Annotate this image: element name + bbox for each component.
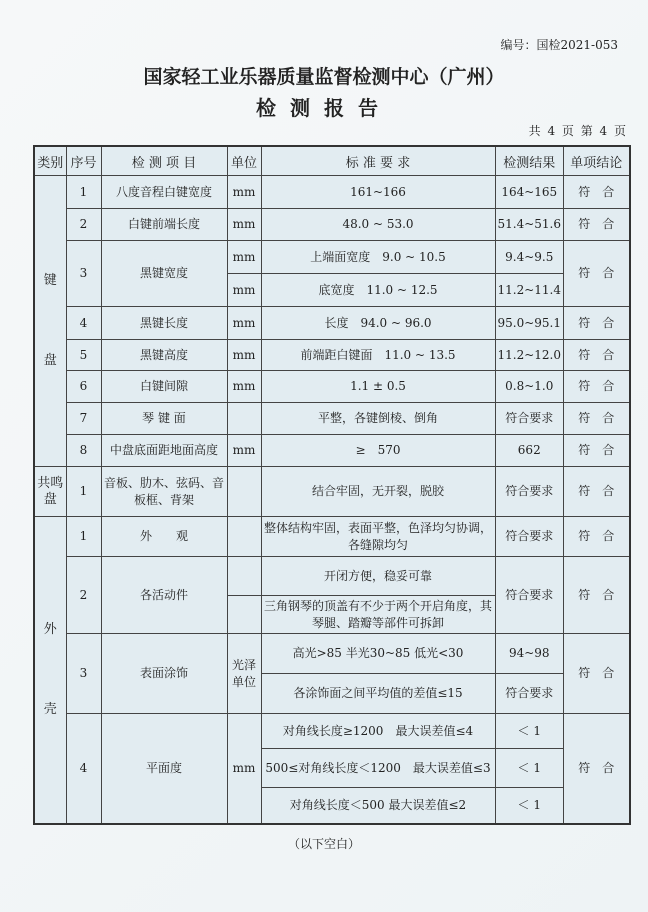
cell-result: ＜ 1 [495,749,564,788]
table-row [34,517,630,557]
cell-result: 11.2~12.0 [495,340,564,371]
cell-req: 500≤对角线长度＜1200 最大误差值≤3 [261,749,495,788]
col-item: 检 测 项 目 [101,146,227,176]
cell-no: 3 [66,241,101,307]
blank-below-note: （以下空白） [287,837,360,851]
cell-conclusion: 符 合 [564,557,630,634]
cell-item: 各活动件 [101,557,227,634]
cell-unit [227,467,261,517]
cell-no: 8 [66,435,101,467]
cell-item: 中盘底面距地面高度 [101,435,227,467]
report-code: 编号：国检2021-053 [500,38,618,52]
cell-item: 黑键长度 [101,307,227,340]
cell-no: 4 [66,307,101,340]
report-title: 国家轻工业乐器质量监督检测中心（广州） [143,66,505,88]
cell-result: 9.4~9.5 [495,241,564,274]
cell-req: 三角钢琴的顶盖有不少于两个开启角度，其琴腿、踏瓣等部件可拆卸 [261,596,495,634]
cell-unit: mm [227,274,261,307]
cell-result: 51.4~51.6 [495,209,564,241]
table-row [34,714,630,749]
cell-conclusion: 符 合 [564,241,630,307]
cell-result: 95.0~95.1 [495,307,564,340]
cell-req: 161~166 [261,176,495,209]
cell-no: 2 [66,209,101,241]
table-row [34,371,630,403]
cell-item: 表面涂饰 [101,634,227,714]
cell-unit: mm [227,209,261,241]
cell-conclusion: 符 合 [564,467,630,517]
cell-unit: 光泽单位 [227,634,261,714]
table-row [34,467,630,517]
table-row [34,403,630,435]
cell-conclusion: 符 合 [564,371,630,403]
cell-result: 0.8~1.0 [495,371,564,403]
test-results-table [33,145,631,825]
cell-result: 662 [495,435,564,467]
cell-no: 4 [66,714,101,824]
cell-unit [227,403,261,435]
col-unit: 单位 [227,146,261,176]
cell-item: 黑键高度 [101,340,227,371]
cell-conclusion: 符 合 [564,307,630,340]
cell-result: ＜ 1 [495,714,564,749]
cell-conclusion: 符 合 [564,517,630,557]
cell-req: 上端面宽度 9.0 ~ 10.5 [261,241,495,274]
cell-item: 白键间隙 [101,371,227,403]
cell-item: 平面度 [101,714,227,824]
cell-item: 音板、肋木、弦码、音板框、背架 [101,467,227,517]
cell-item: 白键前端长度 [101,209,227,241]
cell-conclusion: 符 合 [564,403,630,435]
cell-req: 各涂饰面之间平均值的差值≤15 [261,674,495,714]
cell-unit: mm [227,307,261,340]
report-subtitle: 检测报告 [256,96,392,120]
cell-unit: mm [227,714,261,824]
col-category: 类别 [34,146,66,176]
cell-unit: mm [227,435,261,467]
col-conclusion: 单项结论 [564,146,630,176]
table-row [34,634,630,674]
cell-no: 7 [66,403,101,435]
cell-result: 符合要求 [495,467,564,517]
cell-result: 164~165 [495,176,564,209]
cell-unit [227,557,261,596]
cell-item: 黑键宽度 [101,241,227,307]
page-count: 共 4 页 第 4 页 [528,124,626,138]
cell-req: 底宽度 11.0 ~ 12.5 [261,274,495,307]
cell-item: 琴 键 面 [101,403,227,435]
cell-no: 1 [66,517,101,557]
cell-req: ≥ 570 [261,435,495,467]
cell-req: 平整，各键倒棱、倒角 [261,403,495,435]
category-case: 外 壳 [34,517,66,824]
cell-unit [227,517,261,557]
cell-unit: mm [227,371,261,403]
cell-no: 5 [66,340,101,371]
cell-req: 对角线长度＜500 最大误差值≤2 [261,788,495,824]
cell-result: 符合要求 [495,517,564,557]
table-row [34,307,630,340]
table-row [34,241,630,274]
cell-conclusion: 符 合 [564,435,630,467]
table-header [34,146,630,176]
cell-no: 6 [66,371,101,403]
col-result: 检测结果 [495,146,564,176]
cell-no: 1 [66,467,101,517]
category-soundboard: 共鸣盘 [34,467,66,517]
cell-req: 结合牢固，无开裂，脱胶 [261,467,495,517]
cell-no: 1 [66,176,101,209]
cell-conclusion: 符 合 [564,340,630,371]
cell-result: 94~98 [495,634,564,674]
col-requirement: 标 准 要 求 [261,146,495,176]
cell-no: 3 [66,634,101,714]
cell-req: 长度 94.0 ~ 96.0 [261,307,495,340]
cell-conclusion: 符 合 [564,209,630,241]
cell-req: 高光>85 半光30~85 低光<30 [261,634,495,674]
cell-req: 1.1 ± 0.5 [261,371,495,403]
cell-result: 符合要求 [495,557,564,634]
cell-item: 八度音程白键宽度 [101,176,227,209]
cell-result: 符合要求 [495,674,564,714]
col-no: 序号 [66,146,101,176]
cell-result: 11.2~11.4 [495,274,564,307]
cell-req: 对角线长度≥1200 最大误差值≤4 [261,714,495,749]
cell-conclusion: 符 合 [564,176,630,209]
table-row [34,435,630,467]
table-row [34,176,630,209]
cell-result: 符合要求 [495,403,564,435]
cell-conclusion: 符 合 [564,634,630,714]
table-row [34,557,630,596]
cell-unit: mm [227,241,261,274]
cell-no: 2 [66,557,101,634]
cell-req: 开闭方便，稳妥可靠 [261,557,495,596]
table-row [34,340,630,371]
cell-item: 外 观 [101,517,227,557]
cell-req: 整体结构牢固，表面平整，色泽均匀协调，各缝隙均匀 [261,517,495,557]
table-row [34,209,630,241]
cell-req: 前端距白键面 11.0 ~ 13.5 [261,340,495,371]
cell-unit [227,596,261,634]
cell-conclusion: 符 合 [564,714,630,824]
cell-unit: mm [227,176,261,209]
cell-unit: mm [227,340,261,371]
cell-result: ＜ 1 [495,788,564,824]
cell-req: 48.0 ~ 53.0 [261,209,495,241]
category-keyboard: 键 盘 [34,176,66,467]
